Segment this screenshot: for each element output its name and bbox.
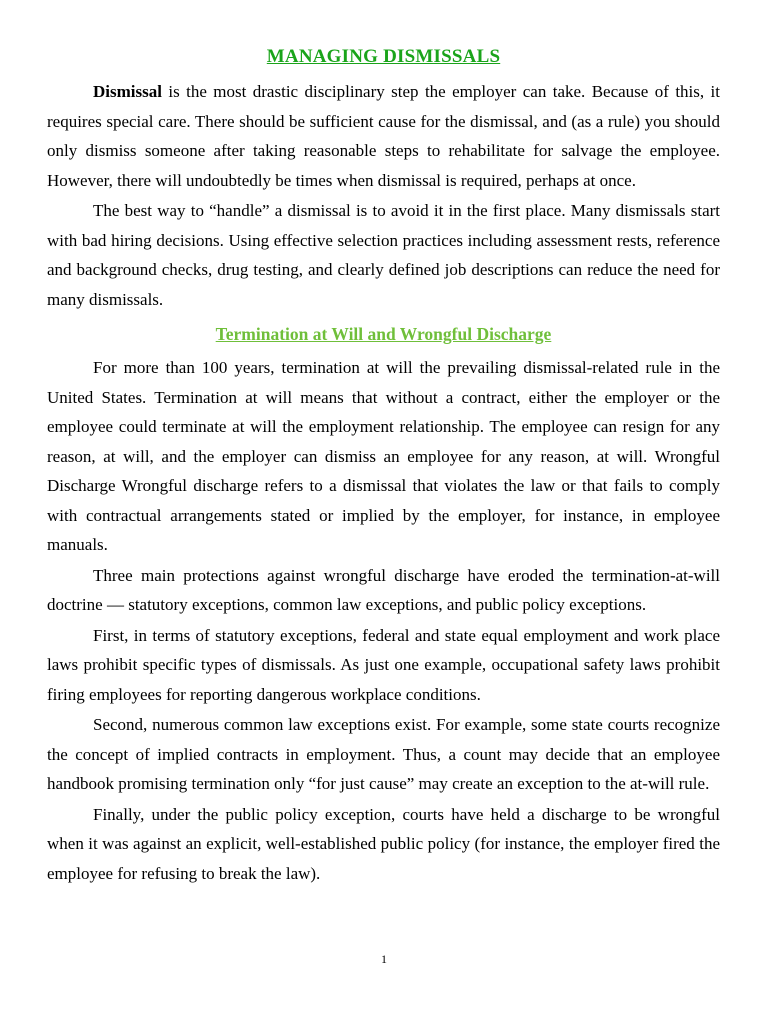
section-heading: Termination at Will and Wrongful Discharge xyxy=(215,324,552,344)
section-paragraph-4: Second, numerous common law exceptions exist. For example, some state courts recognize the concept of implied contracts in employment. Thus, a count may decide that an employee handbook promising termination only “for just cause” may create an exception to the at-will rule. xyxy=(47,715,720,793)
section-paragraph-2: Three main protections against wrongful discharge have eroded the termination-at-will doctrine — statutory exceptions, common law exceptions, and public policy exceptions. xyxy=(47,565,720,614)
section-paragraph-1: For more than 100 years, termination at will the prevailing dismissal-related rule in the United States. Termination at will means that without a contract, either the employer or the employee could terminate at will the employment relationship. The employee can resign for any reason, at will, and the employer can dismiss an employee for any reason, at will. Wrongful Discharge Wrongful discharge refers to a dismissal that violates the law or that fails to comply with contractual arrangements stated or implied by the employer, for instance, in employee manuals. xyxy=(47,358,720,554)
intro-paragraph-2: The best way to “handle” a dismissal is to avoid it in the first place. Many dismissals start with bad hiring decisions. Using effective selection practices including assessment rests, reference and background checks, drug testing, and clearly defined job descriptions can reduce the need for many dismissals. xyxy=(47,201,720,309)
section-paragraph-3: First, in terms of statutory exceptions, federal and state equal employment and work place laws prohibit specific types of dismissals. As just one example, occupational safety laws prohibit firing employees for reporting dangerous workplace conditions. xyxy=(47,625,720,704)
page-number: 1 xyxy=(381,952,387,966)
intro-paragraph-1-text: is the most drastic disciplinary step the employer can take. Because of this, it requires special care. There should be sufficient cause for the dismissal, and (as a rule) you should only dismiss someone after taking reasonable steps to rehabilitate for salvage the employee. However, there will undoubtedly be times when dismissal is required, perhaps at once. xyxy=(47,82,720,190)
dismissal-term: Dismissal xyxy=(93,82,162,101)
intro-paragraph-1 xyxy=(47,77,720,195)
document-body xyxy=(47,42,720,889)
section-paragraph-5: Finally, under the public policy exception, courts have held a discharge to be wrongful when it was against an explicit, well-established public policy (for instance, the employer fired the employee for refusing to break the law). xyxy=(47,804,720,883)
page-title: MANAGING DISMISSALS xyxy=(266,46,501,67)
